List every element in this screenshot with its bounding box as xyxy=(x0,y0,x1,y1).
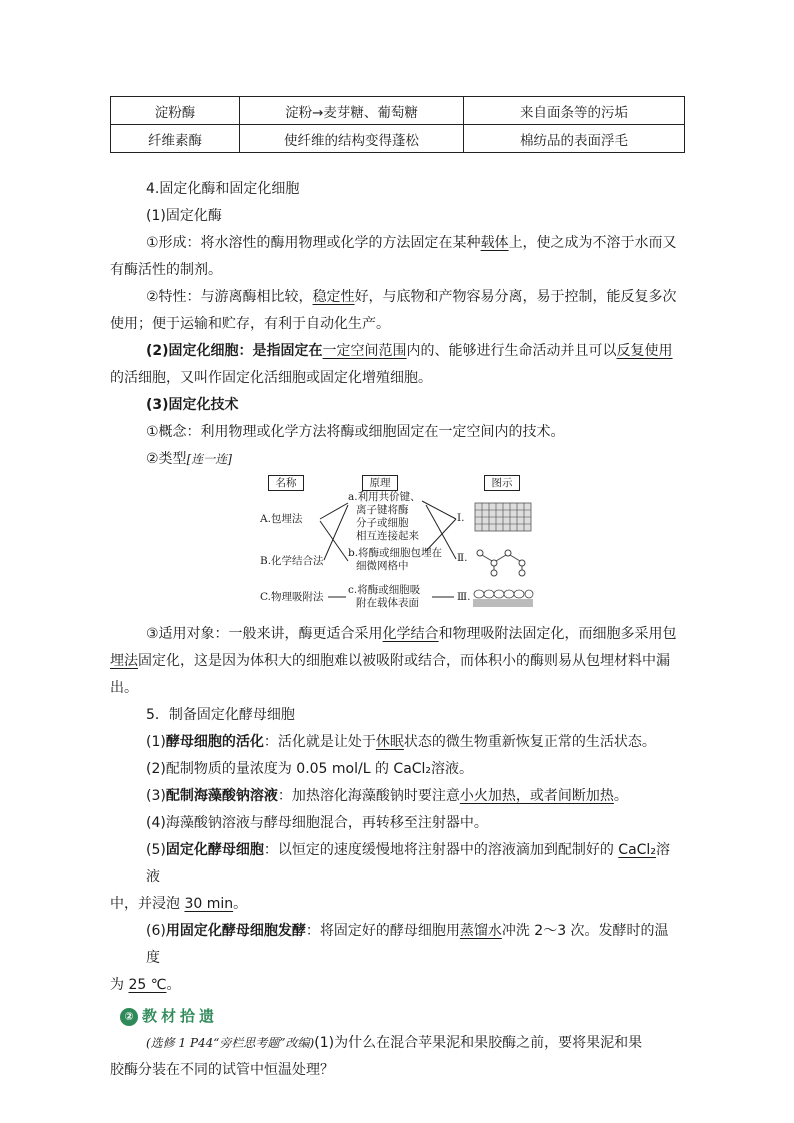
paragraph: ①概念：利用物理或化学方法将酶或细胞固定在一定空间内的技术。 xyxy=(146,424,565,440)
step: (3)配制海藻酸钠溶液：加热溶化海藻酸钠时要注意小火加热，或者间断加热。 xyxy=(146,788,628,804)
banner-title: 教材拾遗 xyxy=(142,1007,219,1025)
table-row xyxy=(111,125,685,153)
step-cont: 为 25 ℃。 xyxy=(110,977,181,993)
paragraph: ①形成：将水溶性的酶用物理或化学的方法固定在某种载体上，使之成为不溶于水而又 xyxy=(146,235,677,251)
step-cont: 中，并浸泡 30 min。 xyxy=(110,896,248,912)
principle-a: a.利用共价键、 离子键将酶 分子或细胞 相互连接起来 xyxy=(348,491,421,542)
table-cell: 淀粉酶 xyxy=(111,97,240,125)
paragraph-cont: 有酶活性的制剂。 xyxy=(110,262,222,278)
section-banner xyxy=(120,1003,680,1030)
method-c: C.物理吸附法 xyxy=(260,591,324,603)
number-badge-icon: ② xyxy=(120,1008,138,1026)
step: (2)配制物质的量浓度为 0.05 mol/L 的 CaCl₂溶液。 xyxy=(146,761,474,777)
paragraph: ③适用对象：一般来讲，酶更适合采用化学结合和物理吸附法固定化，而细胞多采用包 xyxy=(146,626,677,642)
subsection-title: (3)固定化技术 xyxy=(146,397,239,413)
table-cell: 淀粉→麦芽糖、葡萄糖 xyxy=(240,97,464,125)
principle-c: c.将酶或细胞吸 附在载体表面 xyxy=(348,584,421,609)
grid-pattern-icon xyxy=(475,503,531,531)
table-cell: 来自面条等的污垢 xyxy=(464,97,685,125)
section-title: 5．制备固定化酵母细胞 xyxy=(146,707,295,723)
subsection-title: (1)固定化酶 xyxy=(146,208,222,224)
paragraph: (2)固定化细胞：是指固定在一定空间范围内的、能够进行生命活动并且可以反复使用 xyxy=(146,343,673,359)
diagram-header-name: 名称 xyxy=(268,475,304,491)
paragraph-cont: 出。 xyxy=(110,680,138,696)
table-cell: 棉纺品的表面浮毛 xyxy=(464,125,685,153)
main-text xyxy=(110,176,680,1084)
diagram-header-principle: 原理 xyxy=(362,475,398,491)
method-a: A.包埋法 xyxy=(260,513,303,525)
question-cont: 胶酶分装在不同的试管中恒温处理？ xyxy=(110,1062,334,1078)
step: (5)固定化酵母细胞：以恒定的速度缓慢地将注射器中的溶液滴加到配制好的 CaCl₂溶液 xyxy=(146,842,670,885)
step: (4)海藻酸钠溶液与酵母细胞混合，再转移至注射器中。 xyxy=(146,815,488,831)
enzyme-table xyxy=(110,96,685,153)
method-b: B.化学结合法 xyxy=(260,555,324,567)
table-cell: 纤维素酶 xyxy=(111,125,240,153)
section-title: 4.固定化酶和固定化细胞 xyxy=(146,181,300,197)
step: (6)用固定化酵母细胞发酵：将固定好的酵母细胞用蒸馏水冲洗 2～3 次。发酵时的温度 xyxy=(146,923,669,966)
paragraph: ②类型[连一连] xyxy=(146,451,232,467)
figure-label-2: Ⅱ. xyxy=(457,552,468,564)
table-row xyxy=(111,97,685,125)
figure-label-1: Ⅰ. xyxy=(457,512,465,524)
immobilization-diagram xyxy=(260,475,560,615)
paragraph-cont: 使用；便于运输和贮存，有利于自动化生产。 xyxy=(110,316,390,332)
paragraph-cont: 埋法固定化，这是因为体积大的细胞难以被吸附或结合，而体积小的酶则易从包埋材料中漏 xyxy=(110,653,670,669)
paragraph-cont: 的活细胞，又叫作固定化活细胞或固定化增殖细胞。 xyxy=(110,370,432,386)
chain-pattern-icon xyxy=(477,550,525,576)
paragraph: ②特性：与游离酶相比较，稳定性好，与底物和产物容易分离，易于控制，能反复多次 xyxy=(146,289,677,305)
surface-adsorption-icon xyxy=(473,590,533,607)
table-cell: 使纤维的结构变得蓬松 xyxy=(240,125,464,153)
question: (选修 1 P44“旁栏思考题”改编)(1)为什么在混合苹果泥和果胶酶之前，要将果泥和果 xyxy=(146,1035,643,1051)
principle-b: b.将酶或细胞包埋在 细微网格中 xyxy=(348,547,443,572)
figure-label-3: Ⅲ. xyxy=(457,591,471,603)
step: (1)酵母细胞的活化：活化就是让处于休眠状态的微生物重新恢复正常的生活状态。 xyxy=(146,734,656,750)
diagram-header-figure: 图示 xyxy=(484,475,520,491)
